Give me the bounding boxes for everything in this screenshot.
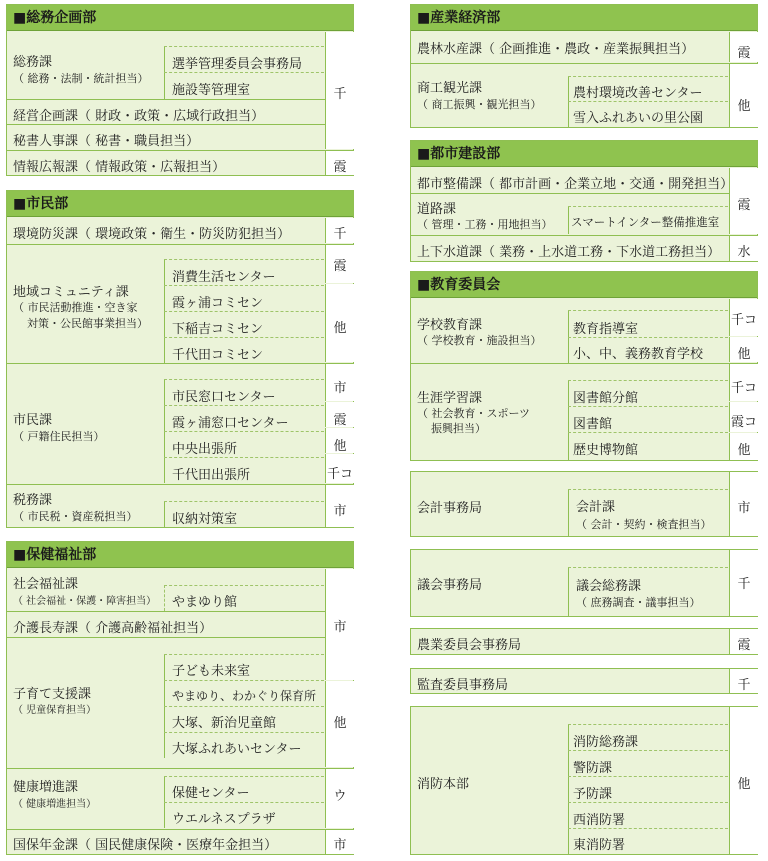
location-label: 千 [737,678,751,693]
location-label: 霞 [333,413,347,428]
office-shobo-somu: 消防総務課 [573,735,639,750]
office-rekishi: 歴史博物館 [573,443,639,458]
location-label: 市 [333,620,347,635]
location-label: 千 [333,227,347,242]
dept-note: （ 児童保育担当） [13,705,97,716]
location-label: 他 [333,716,347,731]
office-shohi: 消費生活センター [172,270,276,285]
office-jidokan: 大塚、新治児童館 [172,716,277,731]
location-label: 千コ [730,313,757,328]
section-title: ■教育委員会 [411,272,757,298]
dept-shogai: 生涯学習課 [417,391,483,406]
office-higashi: 東消防署 [573,838,626,853]
section-kaikei [410,471,758,537]
office-chiyoda-shucho: 千代田出張所 [172,468,251,483]
section-hoken [6,541,354,855]
location-label: 霞 [333,160,347,175]
location-label: 千コ [326,467,353,482]
dept-keiei: 経営企画課（ 財政・政策・広域行政担当） [13,109,265,124]
section-shobo [410,706,758,855]
dept-note: （ 庶務調査・議事担当） [576,596,701,609]
office-noson: 農村環境改善センター [573,86,703,101]
section-nogyo [410,628,758,655]
section-title: ■市民部 [7,191,353,217]
dept-shakai: 社会福祉課 [13,577,79,592]
section-title: ■産業経済部 [411,5,757,31]
office-kasumi-komi: 霞ヶ浦コミセン [172,296,264,311]
office-yobo: 予防課 [573,787,613,802]
dept-somuka: 総務課 [13,55,53,70]
section-shimin [6,190,354,528]
dept-note: 振興担当） [431,422,486,435]
location-label: 他 [333,439,347,454]
dept-note: （ 市民活動推進・空き家 [13,301,138,314]
dept-note: （ 社会教育・スポーツ [417,407,531,420]
office-keibo: 警防課 [573,761,613,776]
office-chiyoda-komi: 千代田コミセン [172,348,264,363]
dept-note: （ 戸籍住民担当） [13,430,105,443]
location-label: 他 [737,777,751,792]
office-otsuka: 大塚ふれあいセンター [172,742,302,757]
location-label: 市 [333,504,347,519]
section-sangyo [410,4,758,128]
office-kodomo: 子ども未来室 [172,664,251,679]
office-shimoina-komi: 下稲吉コミセン [172,322,264,337]
office-hoken-center: 保健センター [172,786,250,801]
section-title: ■総務企画部 [7,5,353,31]
dept-chiiki: 地域コミュニティ課 [13,285,129,300]
location-label: 水 [737,245,751,260]
dept-kenko: 健康増進課 [13,780,79,795]
dept-gakko: 学校教育課 [417,318,483,333]
dept-shiminka: 市民課 [13,413,53,428]
office-shisetsu: 施設等管理室 [172,83,251,98]
section-title: ■都市建設部 [411,141,757,167]
dept-note: （ 総務・法制・統計担当） [13,72,149,85]
section-gikai [410,549,758,617]
location-label: 他 [737,99,751,114]
location-label: 他 [737,347,751,362]
section-toshi [410,140,758,262]
dept-kankyo: 環境防災課（ 環境政策・衛生・防災防犯担当） [13,227,291,242]
office-toshokan: 図書館 [573,417,613,432]
office-shuno: 収納対策室 [172,512,238,527]
office-kasumi-madoguchi: 霞ヶ浦窓口センター [172,416,289,431]
dept-nogyo: 農業委員会事務局 [417,638,522,653]
office-wellness: ウエルネスプラザ [172,812,276,827]
office-gimu: 小、中、義務教育学校 [573,347,704,362]
dept-note: 対策・公民館事業担当） [27,317,148,330]
dept-zeimu: 税務課 [13,493,53,508]
section-soumu [6,4,354,176]
dept-kansa: 監査委員事務局 [417,678,509,693]
dept-hisho: 秘書人事課（ 秘書・職員担当） [13,134,200,149]
section-title: ■保健福祉部 [7,542,353,568]
dept-gikai: 議会事務局 [417,578,483,593]
section-kansa [410,668,758,694]
dept-kokuho: 国保年金課（ 国民健康保険・医療年金担当） [13,838,278,853]
dept-doro: 道路課 [417,202,457,217]
office-shido: 教育指導室 [573,322,639,337]
office-smart: スマートインター整備推進室 [571,215,720,229]
location-label: 市 [737,501,751,516]
dept-note: （ 商工振興・観光担当） [417,98,542,111]
dept-note: （ 社会福祉・保護・障害担当） [13,596,157,607]
dept-norin: 農林水産課（ 企画推進・農政・産業振興担当） [417,42,695,57]
dept-note: （ 学校教育・施設担当） [417,334,542,347]
dept-seibi: 都市整備課（ 都市計画・企業立地・交通・開発担当） [417,177,734,192]
office-madoguchi: 市民窓口センター [172,390,276,405]
office-bunkan: 図書館分館 [573,391,639,406]
office-gikai-somu: 議会総務課 [576,579,642,594]
office-kaikeika: 会計課 [576,500,616,515]
dept-kaikei: 会計事務局 [417,501,483,516]
dept-kosodate: 子育て支援課 [13,687,92,702]
office-yuki: 雪入ふれあいの里公園 [573,111,704,126]
location-label: 千 [737,577,751,592]
office-yamayuri: やまゆり館 [172,595,238,610]
location-label: 霞 [333,259,347,274]
dept-note: （ 会計・契約・検査担当） [576,518,712,531]
office-nishi: 西消防署 [573,813,626,828]
dept-note: （ 管理・工務・用地担当） [417,218,553,231]
location-label: 他 [737,443,751,458]
office-senkyo: 選挙管理委員会事務局 [172,57,303,72]
location-label: 千コ [730,381,757,396]
dept-joho: 情報広報課（ 情報政策・広報担当） [13,160,226,175]
location-label: 霞 [737,198,751,213]
dept-gesui: 上下水道課（ 業務・上水道工務・下水道工務担当） [417,245,721,260]
location-label: 市 [333,381,347,396]
office-hoikusho: やまゆり、わかぐり保育所 [172,689,317,703]
location-label: 霞コ [730,415,757,430]
dept-note: （ 市民税・資産税担当） [13,510,138,523]
dept-note: （ 健康増進担当） [13,799,97,810]
location-label: 霞 [737,638,751,653]
location-label: 他 [333,321,347,336]
dept-shobo: 消防本部 [417,777,470,792]
location-label: 千 [333,87,347,102]
section-kyoiku [410,271,758,461]
location-label: 霞 [737,46,751,61]
location-label: ウ [333,789,347,804]
dept-kaigo: 介護長寿課（ 介護高齢福祉担当） [13,621,213,636]
dept-shoko: 商工観光課 [417,81,483,96]
location-label: 市 [333,838,347,853]
office-chuo: 中央出張所 [172,442,238,457]
